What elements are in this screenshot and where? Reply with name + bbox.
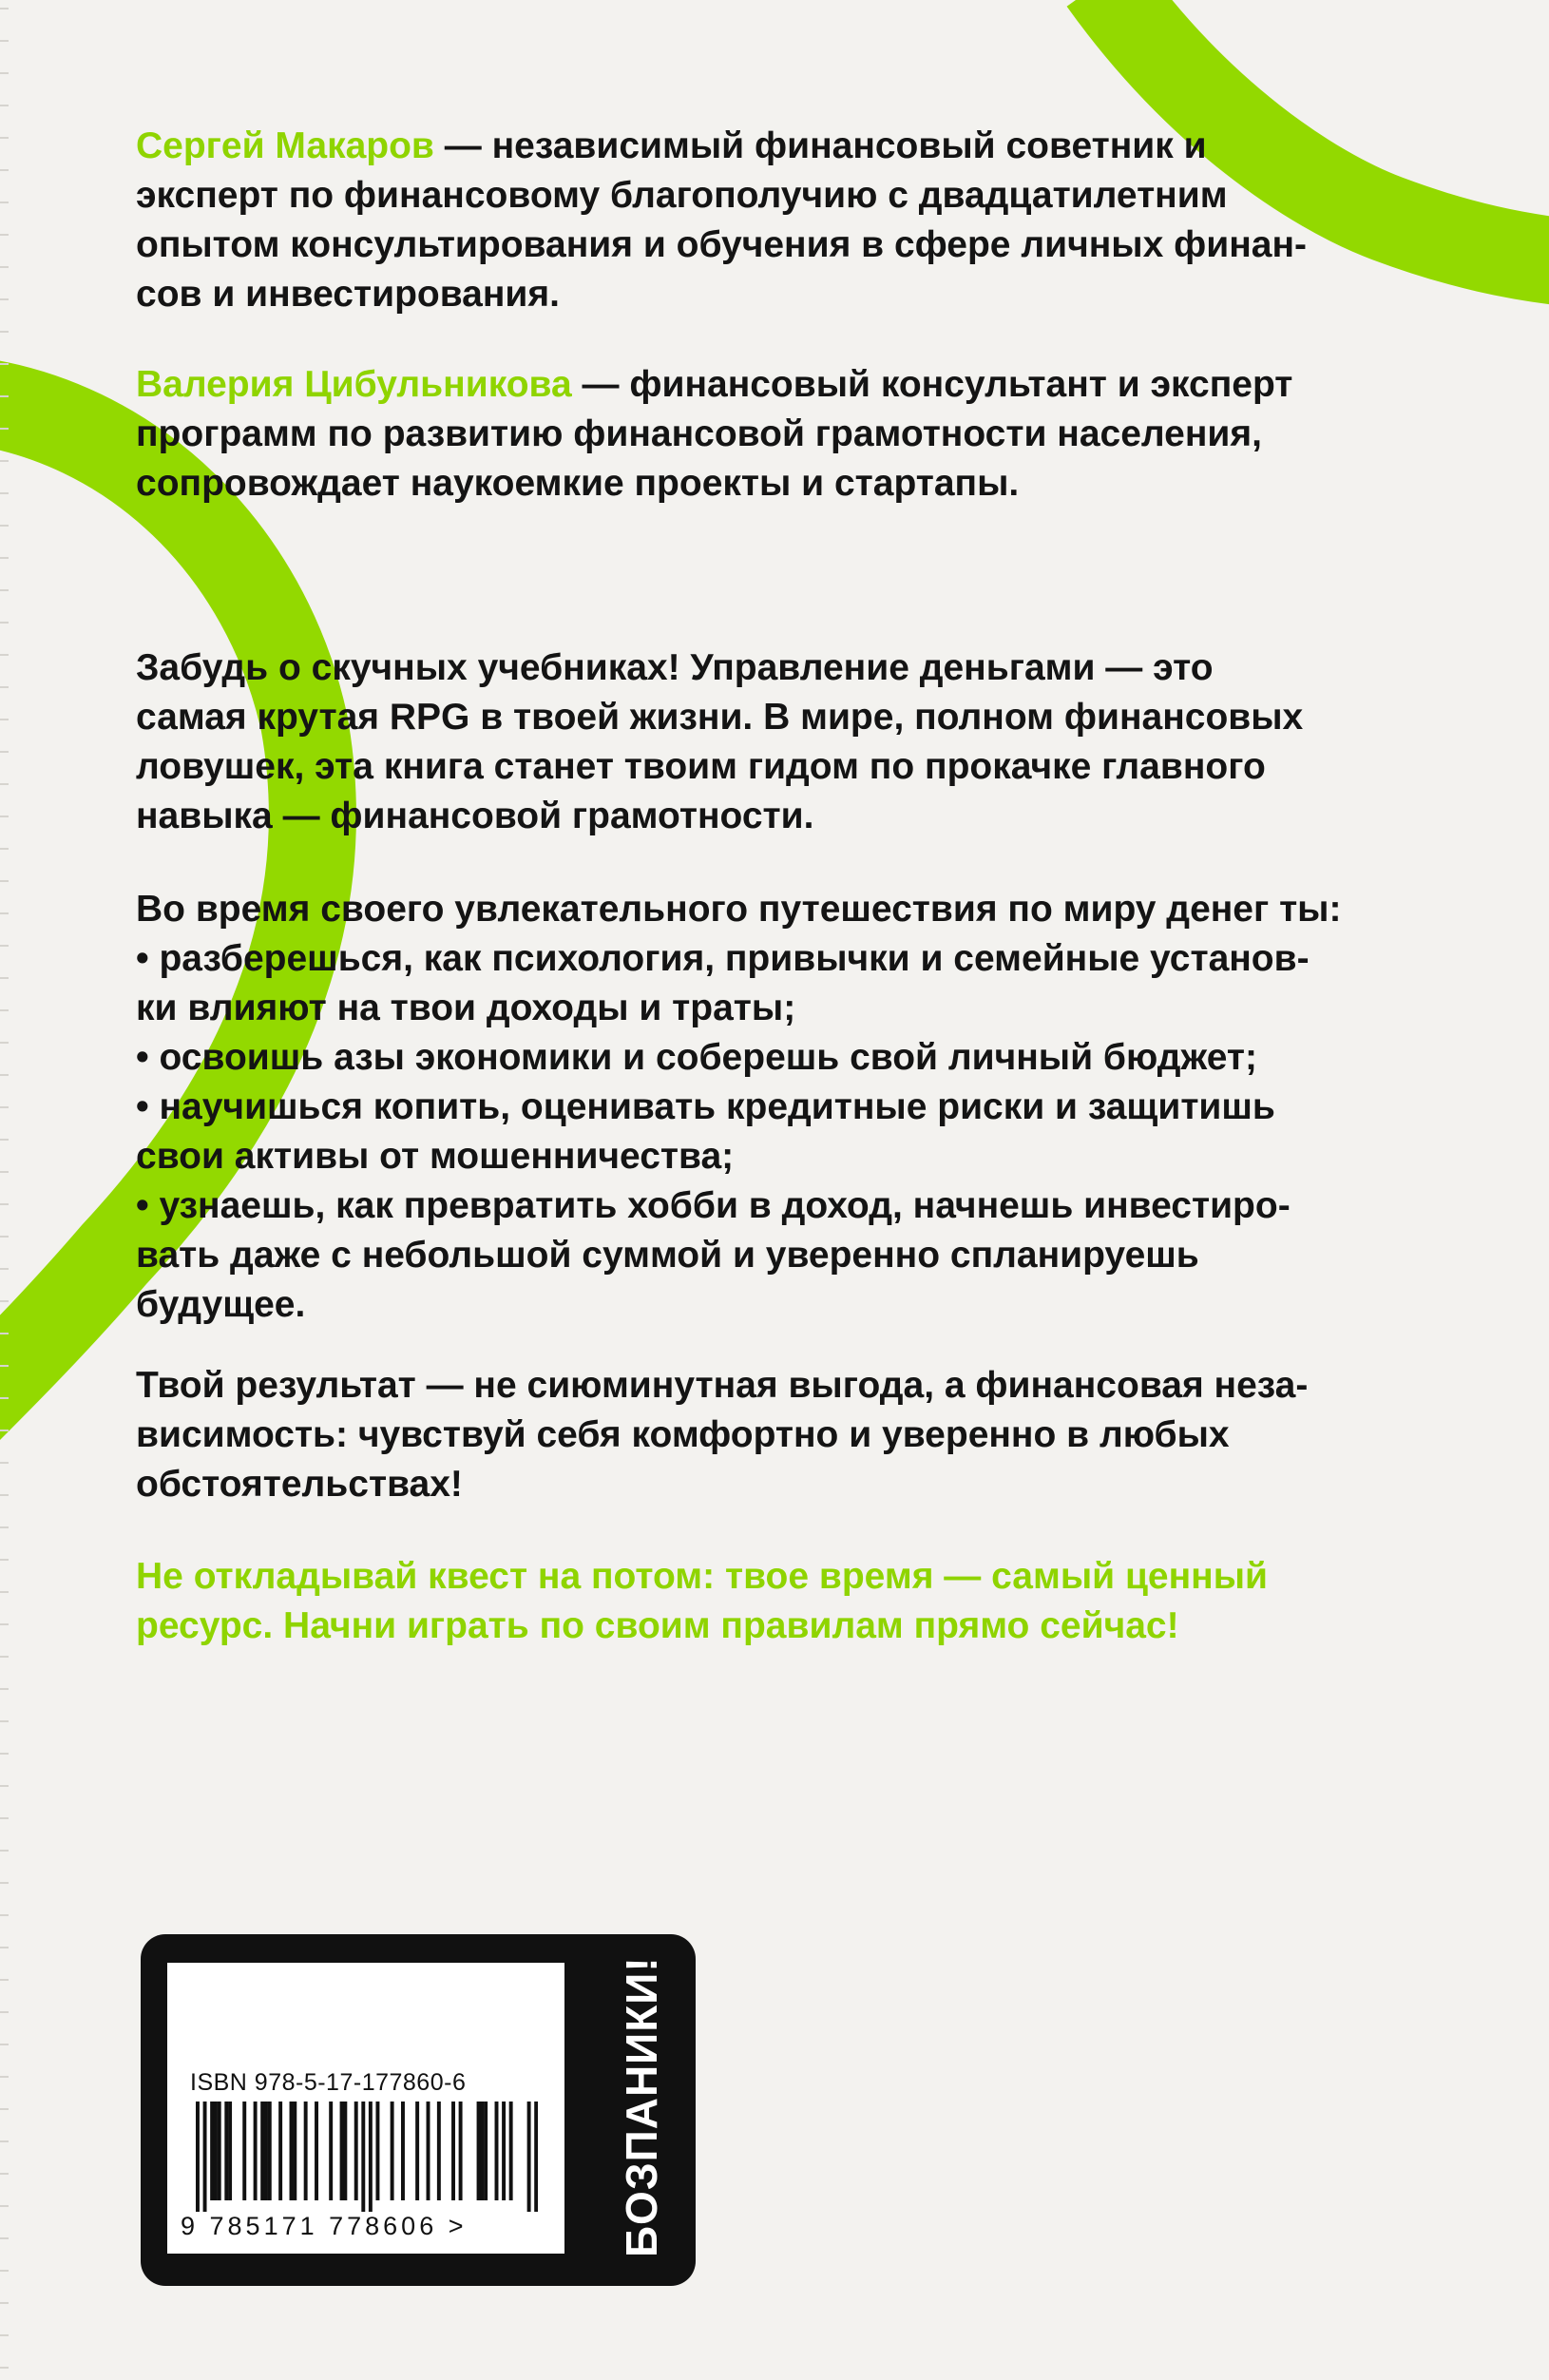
barcode-bar — [329, 2102, 333, 2200]
spine-tick — [0, 460, 9, 462]
spine-tick — [0, 1171, 9, 1173]
barcode-bar — [369, 2102, 373, 2212]
barcode-bar — [354, 2102, 358, 2200]
spine-tick — [0, 1074, 9, 1076]
spine-tick — [0, 2237, 9, 2239]
barcode-bar — [196, 2102, 200, 2212]
spine-tick — [0, 1947, 9, 1948]
spine-tick — [0, 1430, 9, 1431]
spine-tick — [0, 848, 9, 850]
spine-tick — [0, 1397, 9, 1399]
barcode-bar — [214, 2102, 218, 2200]
barcode-bar — [340, 2102, 344, 2200]
barcode-bar — [224, 2102, 228, 2200]
barcode-bars — [196, 2102, 538, 2212]
spine-tick — [0, 137, 9, 139]
spine-tick — [0, 1300, 9, 1302]
barcode-panel — [141, 1934, 696, 2286]
barcode-bar — [502, 2102, 506, 2200]
barcode-bar — [228, 2102, 232, 2200]
spine-tick — [0, 977, 9, 979]
spine-tick — [0, 912, 9, 914]
barcode-bar — [218, 2102, 221, 2200]
barcode-bar — [304, 2102, 308, 2200]
spine-tick — [0, 428, 9, 430]
spine-tick — [0, 2367, 9, 2369]
barcode-bar — [495, 2102, 499, 2200]
spine-tick — [0, 783, 9, 785]
spine-tick — [0, 1139, 9, 1141]
spine-tick — [0, 1753, 9, 1755]
spine-tick — [0, 1203, 9, 1205]
barcode-bar — [203, 2102, 207, 2212]
spine-tick — [0, 363, 9, 365]
spine-tick — [0, 2044, 9, 2045]
spine-tick — [0, 2140, 9, 2142]
barcode-bar — [278, 2102, 282, 2200]
barcode-bar — [484, 2102, 488, 2200]
spine-tick — [0, 1365, 9, 1367]
barcode-bar — [343, 2102, 347, 2200]
barcode-bar — [477, 2102, 481, 2200]
spine-tick — [0, 395, 9, 397]
spine-tick — [0, 1720, 9, 1722]
spine-tick — [0, 719, 9, 720]
journey-list-paragraph: Во время своего увлекательного путешествия по миру денег ты: • разберешься, как психология, привычки и семейные установ- ки влияют на твои доходы и траты; • освоишь азы экономики и соберешь свой личный бюджет; • научишься копить, оценивать кредитные риски и защитишь свои активы от мошенничества; • узнаешь, как превратить хобби в доход, начнешь инвестиро- вать даже с небольшой суммой и уверенно спланируешь будущее. — [136, 889, 1342, 1325]
spine-tick — [0, 266, 9, 268]
spine-tick — [0, 105, 9, 106]
spine-tick — [0, 2108, 9, 2110]
spine-tick — [0, 686, 9, 688]
barcode-bar — [437, 2102, 441, 2200]
spine-tick — [0, 2302, 9, 2304]
spine-tick — [0, 40, 9, 42]
barcode-bar — [293, 2102, 296, 2200]
spine-tick — [0, 202, 9, 203]
barcode-bar — [210, 2102, 214, 2200]
spine-tick — [0, 1042, 9, 1044]
spine-tick — [0, 1817, 9, 1819]
barcode-bar — [415, 2102, 419, 2200]
barcode-bar — [254, 2102, 258, 2200]
spine-tick — [0, 1656, 9, 1658]
spine-tick — [0, 1106, 9, 1108]
spine-tick — [0, 557, 9, 559]
spine-tick — [0, 945, 9, 947]
barcode-bar — [527, 2102, 531, 2212]
spine-tick — [0, 2334, 9, 2336]
spine-tick — [0, 622, 9, 624]
spine-tick — [0, 1268, 9, 1270]
spine-tick — [0, 1236, 9, 1238]
author-name: Валерия Цибульникова — [136, 364, 572, 405]
barcode-bar — [534, 2102, 538, 2212]
spine-tick — [0, 331, 9, 333]
barcode-bar — [361, 2102, 365, 2212]
barcode-bar — [401, 2102, 405, 2200]
spine-tick — [0, 1785, 9, 1787]
spine-tick — [0, 1850, 9, 1852]
spine-tick — [0, 234, 9, 236]
barcode-bar — [375, 2102, 379, 2200]
spine-tick — [0, 816, 9, 817]
spine-tick — [0, 589, 9, 591]
intro-paragraph: Забудь о скучных учебниках! Управление деньгами — это самая крутая RPG в твоей жизни. В мире, полном финансовых ловушек, эта книга станет твоим гидом по прокачке главного навыка — финансовой грамотности. — [136, 647, 1304, 836]
spine-tick — [0, 751, 9, 753]
spine-tick — [0, 1623, 9, 1625]
spine-tick — [0, 1591, 9, 1593]
spine-tick — [0, 1882, 9, 1884]
spine-tick — [0, 1462, 9, 1464]
spine-tick — [0, 298, 9, 300]
spine-tick — [0, 1559, 9, 1561]
spine-tick — [0, 525, 9, 527]
spine-tick — [0, 2076, 9, 2078]
barcode-bar — [242, 2102, 246, 2200]
publisher-logo: БОЗПАНИКИ! — [617, 1956, 666, 2257]
author-name: Сергей Макаров — [136, 125, 434, 166]
spine-tick — [0, 1979, 9, 1981]
spine-tick — [0, 2270, 9, 2272]
call-to-action-paragraph: Не откладывай квест на потом: твое время — самый ценный ресурс. Начни играть по своим правилам прямо сейчас! — [136, 1556, 1269, 1646]
barcode-bar — [509, 2102, 513, 2200]
barcode-bar — [391, 2102, 394, 2200]
spine-tick — [0, 72, 9, 74]
barcode-bar — [315, 2102, 318, 2200]
barcode-bar — [427, 2102, 430, 2200]
spine-tick — [0, 654, 9, 656]
spine-tick — [0, 1914, 9, 1916]
result-paragraph: Твой результат — не сиюминутная выгода, а финансовая неза- висимость: чувствуй себя комфортно и уверенно в любых обстоятельствах! — [136, 1365, 1309, 1505]
barcode-bar — [459, 2102, 463, 2200]
barcode-bar — [451, 2102, 455, 2200]
author-bio-tsibulnikova: Валерия Цибульникова — финансовый консультант и эксперт программ по развитию финансовой грамотности населения, сопровождает наукоемкие проекты и стартапы. — [136, 364, 1293, 504]
spine-tick — [0, 1688, 9, 1690]
author-bio-makarov: Сергей Макаров — независимый финансовый советник и эксперт по финансовому благополучию с двадцатилетним опытом консультирования и обучения в сфере личных финан- сов и инвестирования. — [136, 125, 1308, 315]
barcode-box — [167, 1963, 564, 2254]
spine-tick — [0, 1009, 9, 1011]
spine-tick — [0, 1526, 9, 1528]
spine-tick — [0, 2011, 9, 2013]
barcode-bar — [268, 2102, 272, 2200]
spine-tick — [0, 2205, 9, 2207]
spine-tick — [0, 2173, 9, 2175]
spine-tick — [0, 169, 9, 171]
spine-tick — [0, 492, 9, 494]
barcode-bar — [264, 2102, 268, 2200]
isbn-label: ISBN 978-5-17-177860-6 — [190, 2069, 467, 2096]
barcode-bar — [260, 2102, 264, 2200]
barcode-bar — [480, 2102, 484, 2200]
barcode-digits: 9 785171 778606 > — [181, 2212, 468, 2240]
spine-tick — [0, 880, 9, 882]
spine-tick — [0, 8, 9, 10]
spine-tick — [0, 1494, 9, 1496]
barcode-bar — [290, 2102, 294, 2200]
spine-tick — [0, 1333, 9, 1334]
